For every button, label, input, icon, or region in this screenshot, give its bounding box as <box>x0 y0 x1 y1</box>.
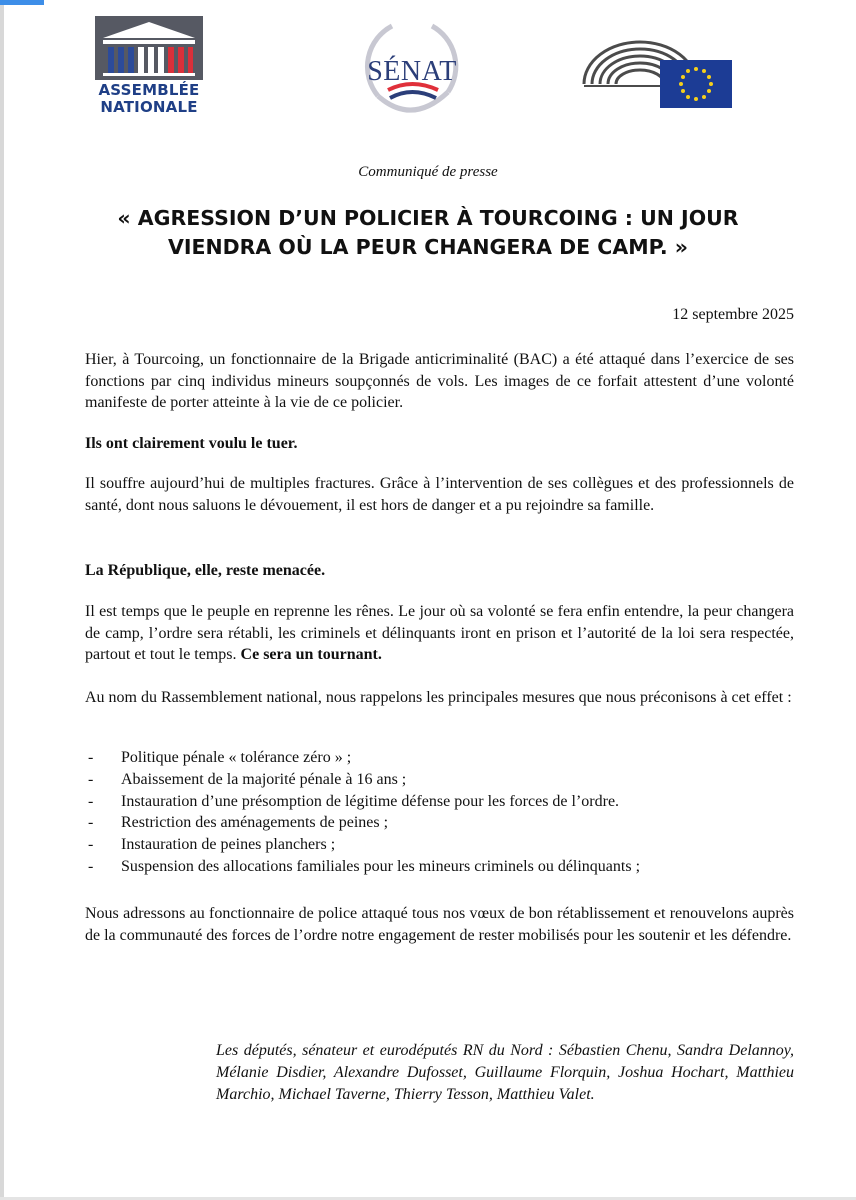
paragraph-attack: Hier, à Tourcoing, un fonctionnaire de la Brigade anticriminalité (BAC) a été attaqué dans l’exercice de ses fonctions par cinq individus mineurs soupçonnés de vols. Les images de ce forfait attestent d’une volonté manifeste de porter atteinte à la vie de ce policier. <box>85 351 794 412</box>
assemblee-line: ASSEMBLÉE <box>98 81 200 99</box>
hemicycle-eu-flag-icon <box>580 24 736 114</box>
list-dash: - <box>88 836 94 854</box>
turning-point-statement: Ce sera un tournant. <box>240 646 382 664</box>
list-item <box>85 812 794 834</box>
european-parliament-logo <box>580 24 736 114</box>
statement-kill: Ils ont clairement voulu le tuer. <box>85 435 298 452</box>
list-item <box>85 747 794 769</box>
statement-republic: La République, elle, reste menacée. <box>85 562 326 579</box>
list-item <box>85 769 794 791</box>
list-dash: - <box>88 792 94 810</box>
paragraph-measures-intro: Au nom du Rassemblement national, nous rappelons les principales mesures que nous préconisons à cet effet : <box>85 689 792 706</box>
measure-text: Suspension des allocations familiales pour les mineurs criminels ou délinquants ; <box>121 857 641 875</box>
assemblee-nationale-logo <box>93 16 205 120</box>
measures-list <box>85 747 794 878</box>
list-dash: - <box>88 749 94 766</box>
list-dash: - <box>88 814 94 832</box>
signature-block: Les députés, sénateur et eurodéputés RN du Nord : Sébastien Chenu, Sandra Delannoy, Mélanie Disdier, Alexandre Dufosset, Guillaume Florquin, Joshua Hochart, Matthieu Marchio, Michael Taverne, Thierry Tesson, Matthieu Valet. <box>216 1042 794 1103</box>
senat-logo <box>352 14 472 124</box>
paragraph-injuries: Il souffre aujourd’hui de multiples fractures. Grâce à l’intervention de ses collègues et des professionnels de santé, dont nous saluons le dévouement, il est hors de danger et a pu rejoindre sa famille. <box>85 475 794 514</box>
list-dash: - <box>88 770 94 788</box>
measure-text: Instauration d’une présomption de légitime défense pour les forces de l’ordre. <box>121 792 620 810</box>
corner-mark <box>0 0 44 5</box>
measure-text: Restriction des aménagements de peines ; <box>121 814 389 832</box>
measure-text: Abaissement de la majorité pénale à 16 ans ; <box>121 770 407 788</box>
hemicycle-building-icon <box>95 16 203 80</box>
paragraph-people-text: Il est temps que le peuple en reprenne les rênes. Le jour où sa volonté se fera enfin entendre, la peur changera de camp, l’ordre sera rétabli, les criminels et délinquants iront en prison et l’autorité de la loi sera respectée, partout et tout le temps. <box>85 603 794 664</box>
list-dash: - <box>88 857 94 875</box>
page-title: « AGRESSION D’UN POLICIER À TOURCOING : UN JOUR VIENDRA OÙ LA PEUR CHANGERA DE CAMP. » <box>117 206 739 259</box>
list-item <box>85 856 794 878</box>
measure-text: Politique pénale « tolérance zéro » ; <box>121 749 352 766</box>
senat-wordmark: SÉNAT <box>367 56 457 87</box>
nationale-line: NATIONALE <box>100 98 198 116</box>
list-item <box>85 834 794 856</box>
document-date: 12 septembre 2025 <box>672 306 794 323</box>
list-item <box>85 791 794 813</box>
paragraph-people <box>85 601 794 666</box>
assemblee-nationale-wordmark <box>93 82 205 116</box>
document-label: Communiqué de presse <box>358 164 498 180</box>
paragraph-wishes: Nous adressons au fonctionnaire de police attaqué tous nos vœux de bon rétablissement et renouvelons auprès de la communauté des forces de l’ordre notre engagement de rester mobilisés pour les soutenir et les défendre. <box>85 905 794 944</box>
measure-text: Instauration de peines planchers ; <box>121 836 336 854</box>
